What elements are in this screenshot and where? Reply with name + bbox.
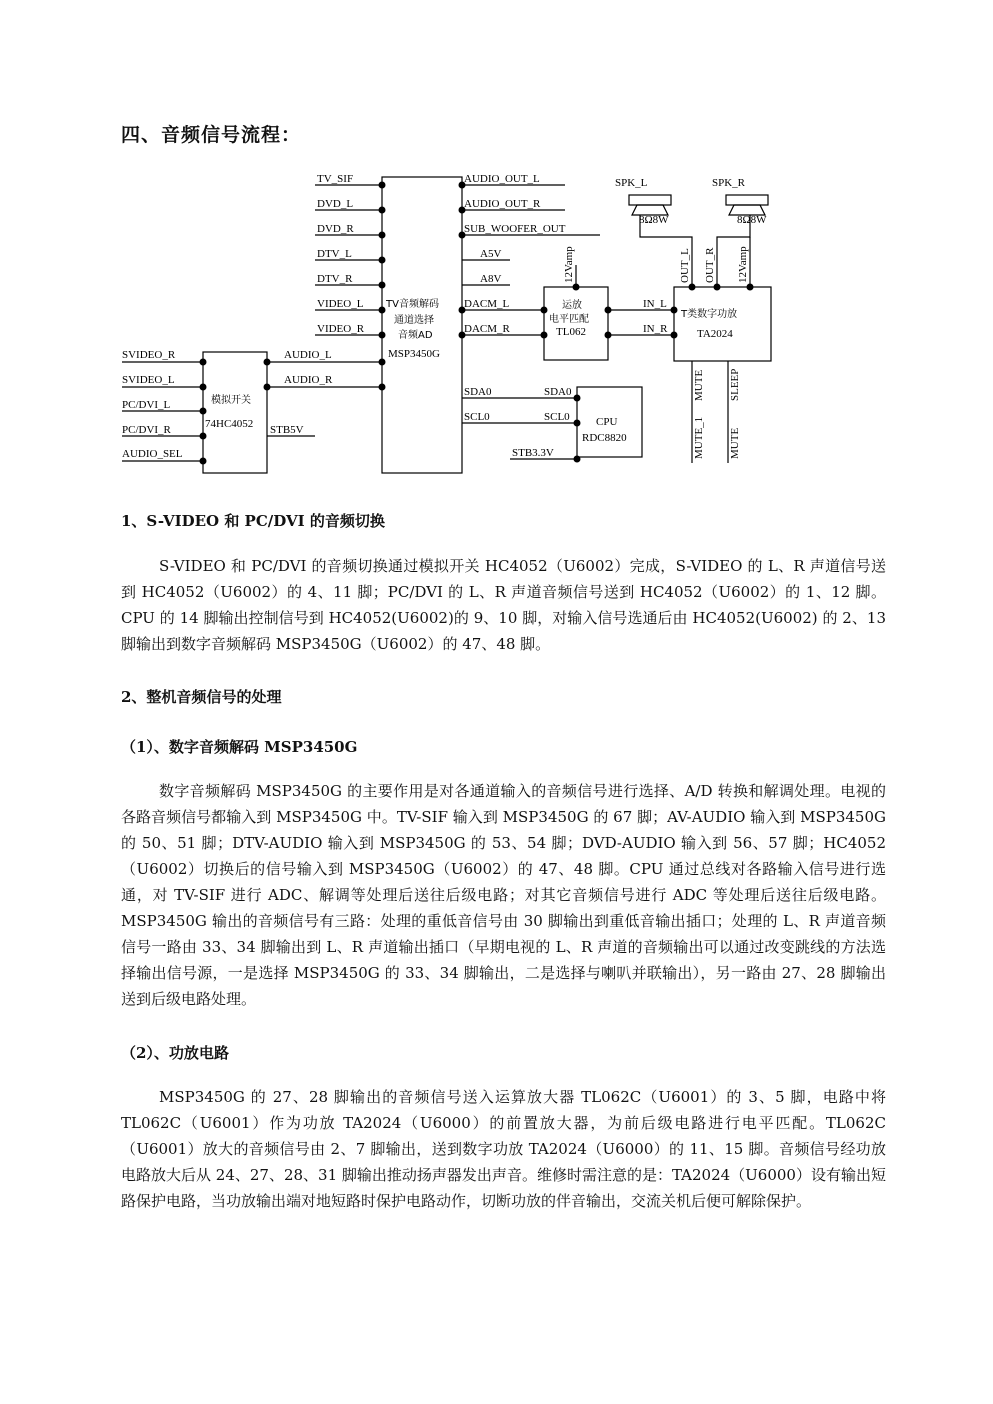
label-in-l: IN_L	[643, 298, 667, 310]
label-tv-sif: TV_SIF	[317, 173, 354, 185]
label-dtv-r: DTV_R	[317, 273, 353, 285]
label-audio-l: AUDIO_L	[284, 349, 332, 361]
page-heading: 四、音频信号流程：	[121, 124, 302, 146]
label-scl0-right: SCL0	[544, 411, 570, 423]
opamp-label-2: 电平匹配	[549, 314, 589, 325]
amplifier-box	[674, 287, 771, 361]
msp-label-1: TV音频解码	[386, 299, 439, 310]
msp-label-2: 通道选择	[394, 315, 434, 326]
label-svideo-l: SVIDEO_L	[122, 374, 175, 386]
section-2-title: 2、整机音频信号的处理	[121, 688, 282, 706]
label-sda0-right: SDA0	[544, 386, 572, 398]
section-2-1-title: （1）、数字音频解码 MSP3450G	[121, 738, 358, 756]
label-scl0-left: SCL0	[464, 411, 490, 423]
label-dacm-l: DACM_L	[464, 298, 510, 310]
opamp-chip-label: TL062	[556, 326, 586, 338]
label-in-r: IN_R	[643, 323, 668, 335]
label-stb33v: STB3.3V	[512, 447, 554, 459]
label-sda0-left: SDA0	[464, 386, 492, 398]
switch-chip-label: 74HC4052	[205, 418, 254, 430]
section-2-2-body: MSP3450G 的 27、28 脚输出的音频信号送入运算放大器 TL062C（U6001）的 3、5 脚，电路中将 TL062C（U6001）作为功放 TA2024（U6000）的前置放大器，为前后级电路进行电平匹配。TL062C（U6001）放大的音频信号由 2、7 脚输出，送到数字功放 TA2024（U6000）的 11、15 脚。音频信号经功放电路放大后从 24、27、28、31 脚输出推动扬声器发出声音。维修时需注意的是：TA2024（U6000）设有输出短路保护电路，当功放输出端对地短路时保护电路动作，切断功放的伴音输出，交流关机后便可解除保护。	[121, 1088, 886, 1210]
label-sleep: SLEEP	[729, 368, 741, 401]
label-stb5v: STB5V	[270, 424, 304, 436]
label-video-r: VIDEO_R	[317, 323, 365, 335]
msp-label-3: 音频AD	[398, 330, 433, 341]
label-mute: MUTE	[693, 369, 705, 401]
label-audio-sel: AUDIO_SEL	[122, 448, 183, 460]
analog-switch-box	[203, 352, 267, 473]
opamp-label-1: 运放	[562, 300, 582, 311]
section-2-2-title: （2）、功放电路	[121, 1044, 229, 1062]
label-video-l: VIDEO_L	[317, 298, 364, 310]
amp-chip-label: TA2024	[697, 328, 733, 340]
label-out-l: OUT_L	[679, 248, 691, 283]
label-svideo-r: SVIDEO_R	[122, 349, 176, 361]
label-audio-out-l: AUDIO_OUT_L	[464, 173, 540, 185]
label-dvd-r: DVD_R	[317, 223, 354, 235]
audio-signal-flow-diagram	[110, 165, 810, 485]
label-sub-woofer-out: SUB_WOOFER_OUT	[464, 223, 566, 235]
cpu-chip-label: RDC8820	[582, 432, 627, 444]
spk-l-spec: 8Ω8W	[639, 214, 669, 226]
amp-supply-label: 12Vamp	[737, 246, 749, 283]
label-mute-1: MUTE_1	[693, 416, 705, 459]
msp-label-4: MSP3450G	[388, 348, 440, 360]
label-pcdvi-l: PC/DVI_L	[122, 399, 171, 411]
section-1-title: 1、S-VIDEO 和 PC/DVI 的音频切换	[121, 512, 385, 530]
label-audio-out-r: AUDIO_OUT_R	[464, 198, 541, 210]
label-dacm-r: DACM_R	[464, 323, 510, 335]
label-a8v: A8V	[480, 273, 502, 285]
label-a5v: A5V	[480, 248, 502, 260]
section-2-1-body: 数字音频解码 MSP3450G 的主要作用是对各通道输入的音频信号进行选择、A/D 转换和解调处理。电视的各路音频信号都输入到 MSP3450G 中。TV-SIF 输入到 MSP3450G 的 67 脚；AV-AUDIO 输入到 MSP3450G 的 50、51 脚；DTV-AUDIO 输入到 MSP3450G 的 53、54 脚；DVD-AUDIO 输入到 56、57 脚；HC4052（U6002）切换后的信号输入到 MSP3450G（U6002）的 47、48 脚。CPU 通过总线对各路输入信号进行选通，对 TV-SIF 进行 ADC、解调等处理后送往后级电路；对其它音频信号进行 ADC 等处理后送往后级电路。MSP3450G 输出的音频信号有三路：处理的重低音信号由 30 脚输出到重低音输出插口；处理的 L、R 声道音频信号一路由 33、34 脚输出到 L、R 声道输出插口（早期电视的 L、R 声道的音频输出可以通过改变跳线的方法选择输出信号源，一是选择 MSP3450G 的 33、34 脚输出，二是选择与喇叭并联输出），另一路由 27、28 脚输出送到后级电路处理。	[121, 782, 886, 1008]
section-1-body: S-VIDEO 和 PC/DVI 的音频切换通过模拟开关 HC4052（U6002）完成，S-VIDEO 的 L、R 声道信号送到 HC4052（U6002）的 4、11 脚；PC/DVI 的 L、R 声道音频信号送到 HC4052（U6002）的 1、12 脚。CPU 的 14 脚输出控制信号到 HC4052(U6002)的 9、10 脚，对输入信号选通后由 HC4052(U6002) 的 2、13 脚输出到数字音频解码 MSP3450G（U6002）的 47、48 脚。	[121, 557, 886, 653]
label-dvd-l: DVD_L	[317, 198, 354, 210]
opamp-supply-label: 12Vamp	[563, 246, 575, 283]
spk-r-spec: 8Ω8W	[737, 214, 767, 226]
label-mute-2: MUTE	[729, 427, 741, 459]
label-out-r: OUT_R	[704, 247, 716, 283]
label-spk-r: SPK_R	[712, 177, 746, 189]
label-spk-l: SPK_L	[615, 177, 648, 189]
label-pcdvi-r: PC/DVI_R	[122, 424, 171, 436]
label-dtv-l: DTV_L	[317, 248, 352, 260]
amp-label-1: T类数字功放	[681, 309, 738, 320]
cpu-label: CPU	[596, 416, 618, 428]
switch-label: 模拟开关	[211, 395, 251, 406]
label-audio-r: AUDIO_R	[284, 374, 333, 386]
